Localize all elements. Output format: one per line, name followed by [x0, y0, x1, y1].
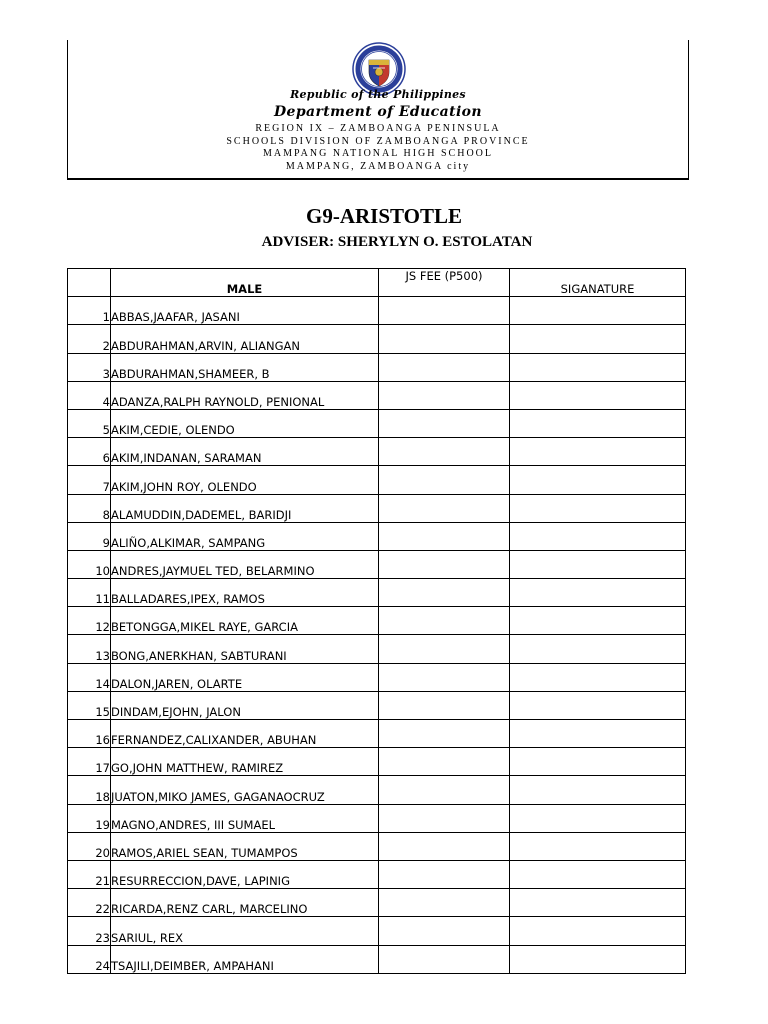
js-fee-cell[interactable] [379, 663, 510, 691]
student-name: ABDURAHMAN,ARVIN, ALIANGAN [111, 325, 379, 353]
signature-cell[interactable] [510, 325, 686, 353]
row-number: 12 [68, 607, 111, 635]
table-row [68, 522, 686, 550]
js-fee-cell[interactable] [379, 748, 510, 776]
js-fee-cell[interactable] [379, 776, 510, 804]
table-row [68, 297, 686, 325]
header-row [68, 269, 686, 297]
signature-cell[interactable] [510, 945, 686, 973]
student-name: ALIÑO,ALKIMAR, SAMPANG [111, 522, 379, 550]
table-row [68, 325, 686, 353]
table-row [68, 466, 686, 494]
row-number: 1 [68, 297, 111, 325]
table-row [68, 776, 686, 804]
js-fee-cell[interactable] [379, 494, 510, 522]
row-number: 19 [68, 804, 111, 832]
row-number: 16 [68, 720, 111, 748]
js-fee-cell[interactable] [379, 635, 510, 663]
school-line: MAMPANG NATIONAL HIGH SCHOOL [263, 148, 493, 159]
roster-table [67, 268, 686, 974]
table-row [68, 945, 686, 973]
row-number: 17 [68, 748, 111, 776]
js-fee-cell[interactable] [379, 353, 510, 381]
student-name: ALAMUDDIN,DADEMEL, BARIDJI [111, 494, 379, 522]
row-number: 22 [68, 889, 111, 917]
student-name: MAGNO,ANDRES, III SUMAEL [111, 804, 379, 832]
signature-cell[interactable] [510, 889, 686, 917]
row-number: 2 [68, 325, 111, 353]
table-row [68, 550, 686, 578]
row-number: 21 [68, 860, 111, 888]
signature-cell[interactable] [510, 691, 686, 719]
js-fee-cell[interactable] [379, 579, 510, 607]
student-name: BETONGGA,MIKEL RAYE, GARCIA [111, 607, 379, 635]
student-name: TSAJILI,DEIMBER, AMPAHANI [111, 945, 379, 973]
signature-cell[interactable] [510, 381, 686, 409]
js-fee-cell[interactable] [379, 522, 510, 550]
table-row [68, 607, 686, 635]
header-number [68, 269, 111, 297]
row-number: 7 [68, 466, 111, 494]
row-number: 11 [68, 579, 111, 607]
division-line: SCHOOLS DIVISION OF ZAMBOANGA PROVINCE [226, 135, 530, 147]
row-number: 13 [68, 635, 111, 663]
section-title: G9-ARISTOTLE [306, 204, 462, 228]
header-js-fee: JS FEE (P500) [379, 269, 510, 297]
header-male: MALE [111, 269, 379, 297]
student-name: DALON,JAREN, OLARTE [111, 663, 379, 691]
adviser-line: ADVISER: SHERYLYN O. ESTOLATAN [261, 234, 533, 250]
student-name: RAMOS,ARIEL SEAN, TUMAMPOS [111, 832, 379, 860]
student-name: BONG,ANERKHAN, SABTURANI [111, 635, 379, 663]
row-number: 10 [68, 550, 111, 578]
signature-cell[interactable] [510, 607, 686, 635]
table-row [68, 889, 686, 917]
student-name: FERNANDEZ,CALIXANDER, ABUHAN [111, 720, 379, 748]
js-fee-cell[interactable] [379, 804, 510, 832]
table-row [68, 720, 686, 748]
row-number: 20 [68, 832, 111, 860]
js-fee-cell[interactable] [379, 945, 510, 973]
student-name: RICARDA,RENZ CARL, MARCELINO [111, 889, 379, 917]
signature-cell[interactable] [510, 579, 686, 607]
signature-cell[interactable] [510, 522, 686, 550]
signature-cell[interactable] [510, 917, 686, 945]
js-fee-cell[interactable] [379, 409, 510, 437]
js-fee-cell[interactable] [379, 607, 510, 635]
student-name: SARIUL, REX [111, 917, 379, 945]
student-name: ABDURAHMAN,SHAMEER, B [111, 353, 379, 381]
js-fee-cell[interactable] [379, 381, 510, 409]
address-block [68, 123, 688, 173]
signature-cell[interactable] [510, 353, 686, 381]
table-row [68, 579, 686, 607]
signature-cell[interactable] [510, 832, 686, 860]
table-row [68, 860, 686, 888]
row-number: 9 [68, 522, 111, 550]
header-signature: SIGANATURE [510, 269, 686, 297]
js-fee-cell[interactable] [379, 691, 510, 719]
table-row [68, 663, 686, 691]
js-fee-cell[interactable] [379, 438, 510, 466]
signature-cell[interactable] [510, 720, 686, 748]
row-number: 24 [68, 945, 111, 973]
row-number: 5 [68, 409, 111, 437]
table-row [68, 635, 686, 663]
student-name: JUATON,MIKO JAMES, GAGANAOCRUZ [111, 776, 379, 804]
signature-cell[interactable] [510, 438, 686, 466]
signature-cell[interactable] [510, 635, 686, 663]
signature-cell[interactable] [510, 860, 686, 888]
row-number: 3 [68, 353, 111, 381]
student-name: GO,JOHN MATTHEW, RAMIREZ [111, 748, 379, 776]
signature-cell[interactable] [510, 776, 686, 804]
js-fee-cell[interactable] [379, 860, 510, 888]
student-name: AKIM,INDANAN, SARAMAN [111, 438, 379, 466]
js-fee-cell[interactable] [379, 720, 510, 748]
signature-cell[interactable] [510, 466, 686, 494]
js-fee-cell[interactable] [379, 889, 510, 917]
js-fee-cell[interactable] [379, 550, 510, 578]
student-name: BALLADARES,IPEX, RAMOS [111, 579, 379, 607]
student-name: AKIM,JOHN ROY, OLENDO [111, 466, 379, 494]
table-row [68, 804, 686, 832]
letterhead [67, 40, 689, 180]
row-number: 23 [68, 917, 111, 945]
js-fee-cell[interactable] [379, 832, 510, 860]
table-row [68, 917, 686, 945]
city-line: MAMPANG, ZAMBOANGA city [285, 160, 471, 172]
signature-cell[interactable] [510, 409, 686, 437]
student-name: ANDRES,JAYMUEL TED, BELARMINO [111, 550, 379, 578]
js-fee-cell[interactable] [379, 466, 510, 494]
table-row [68, 691, 686, 719]
student-name: AKIM,CEDIE, OLENDO [111, 409, 379, 437]
signature-cell[interactable] [510, 550, 686, 578]
signature-cell[interactable] [510, 804, 686, 832]
row-number: 4 [68, 381, 111, 409]
student-name: ADANZA,RALPH RAYNOLD, PENIONAL [111, 381, 379, 409]
row-number: 6 [68, 438, 111, 466]
student-name: RESURRECCION,DAVE, LAPINIG [111, 860, 379, 888]
signature-cell[interactable] [510, 748, 686, 776]
student-name: ABBAS,JAAFAR, JASANI [111, 297, 379, 325]
signature-cell[interactable] [510, 297, 686, 325]
department-line: Department of Education [274, 104, 482, 120]
js-fee-cell[interactable] [379, 297, 510, 325]
table-row [68, 494, 686, 522]
table-row [68, 409, 686, 437]
table-row [68, 353, 686, 381]
row-number: 18 [68, 776, 111, 804]
student-name: DINDAM,EJOHN, JALON [111, 691, 379, 719]
signature-cell[interactable] [510, 663, 686, 691]
table-row [68, 748, 686, 776]
table-row [68, 438, 686, 466]
table-row [68, 381, 686, 409]
row-number: 15 [68, 691, 111, 719]
republic-line: Republic of the Philippines [290, 88, 466, 101]
row-number: 8 [68, 494, 111, 522]
region-line: REGION IX – ZAMBOANGA PENINSULA [255, 123, 501, 134]
signature-cell[interactable] [510, 494, 686, 522]
table-row [68, 832, 686, 860]
js-fee-cell[interactable] [379, 917, 510, 945]
js-fee-cell[interactable] [379, 325, 510, 353]
row-number: 14 [68, 663, 111, 691]
